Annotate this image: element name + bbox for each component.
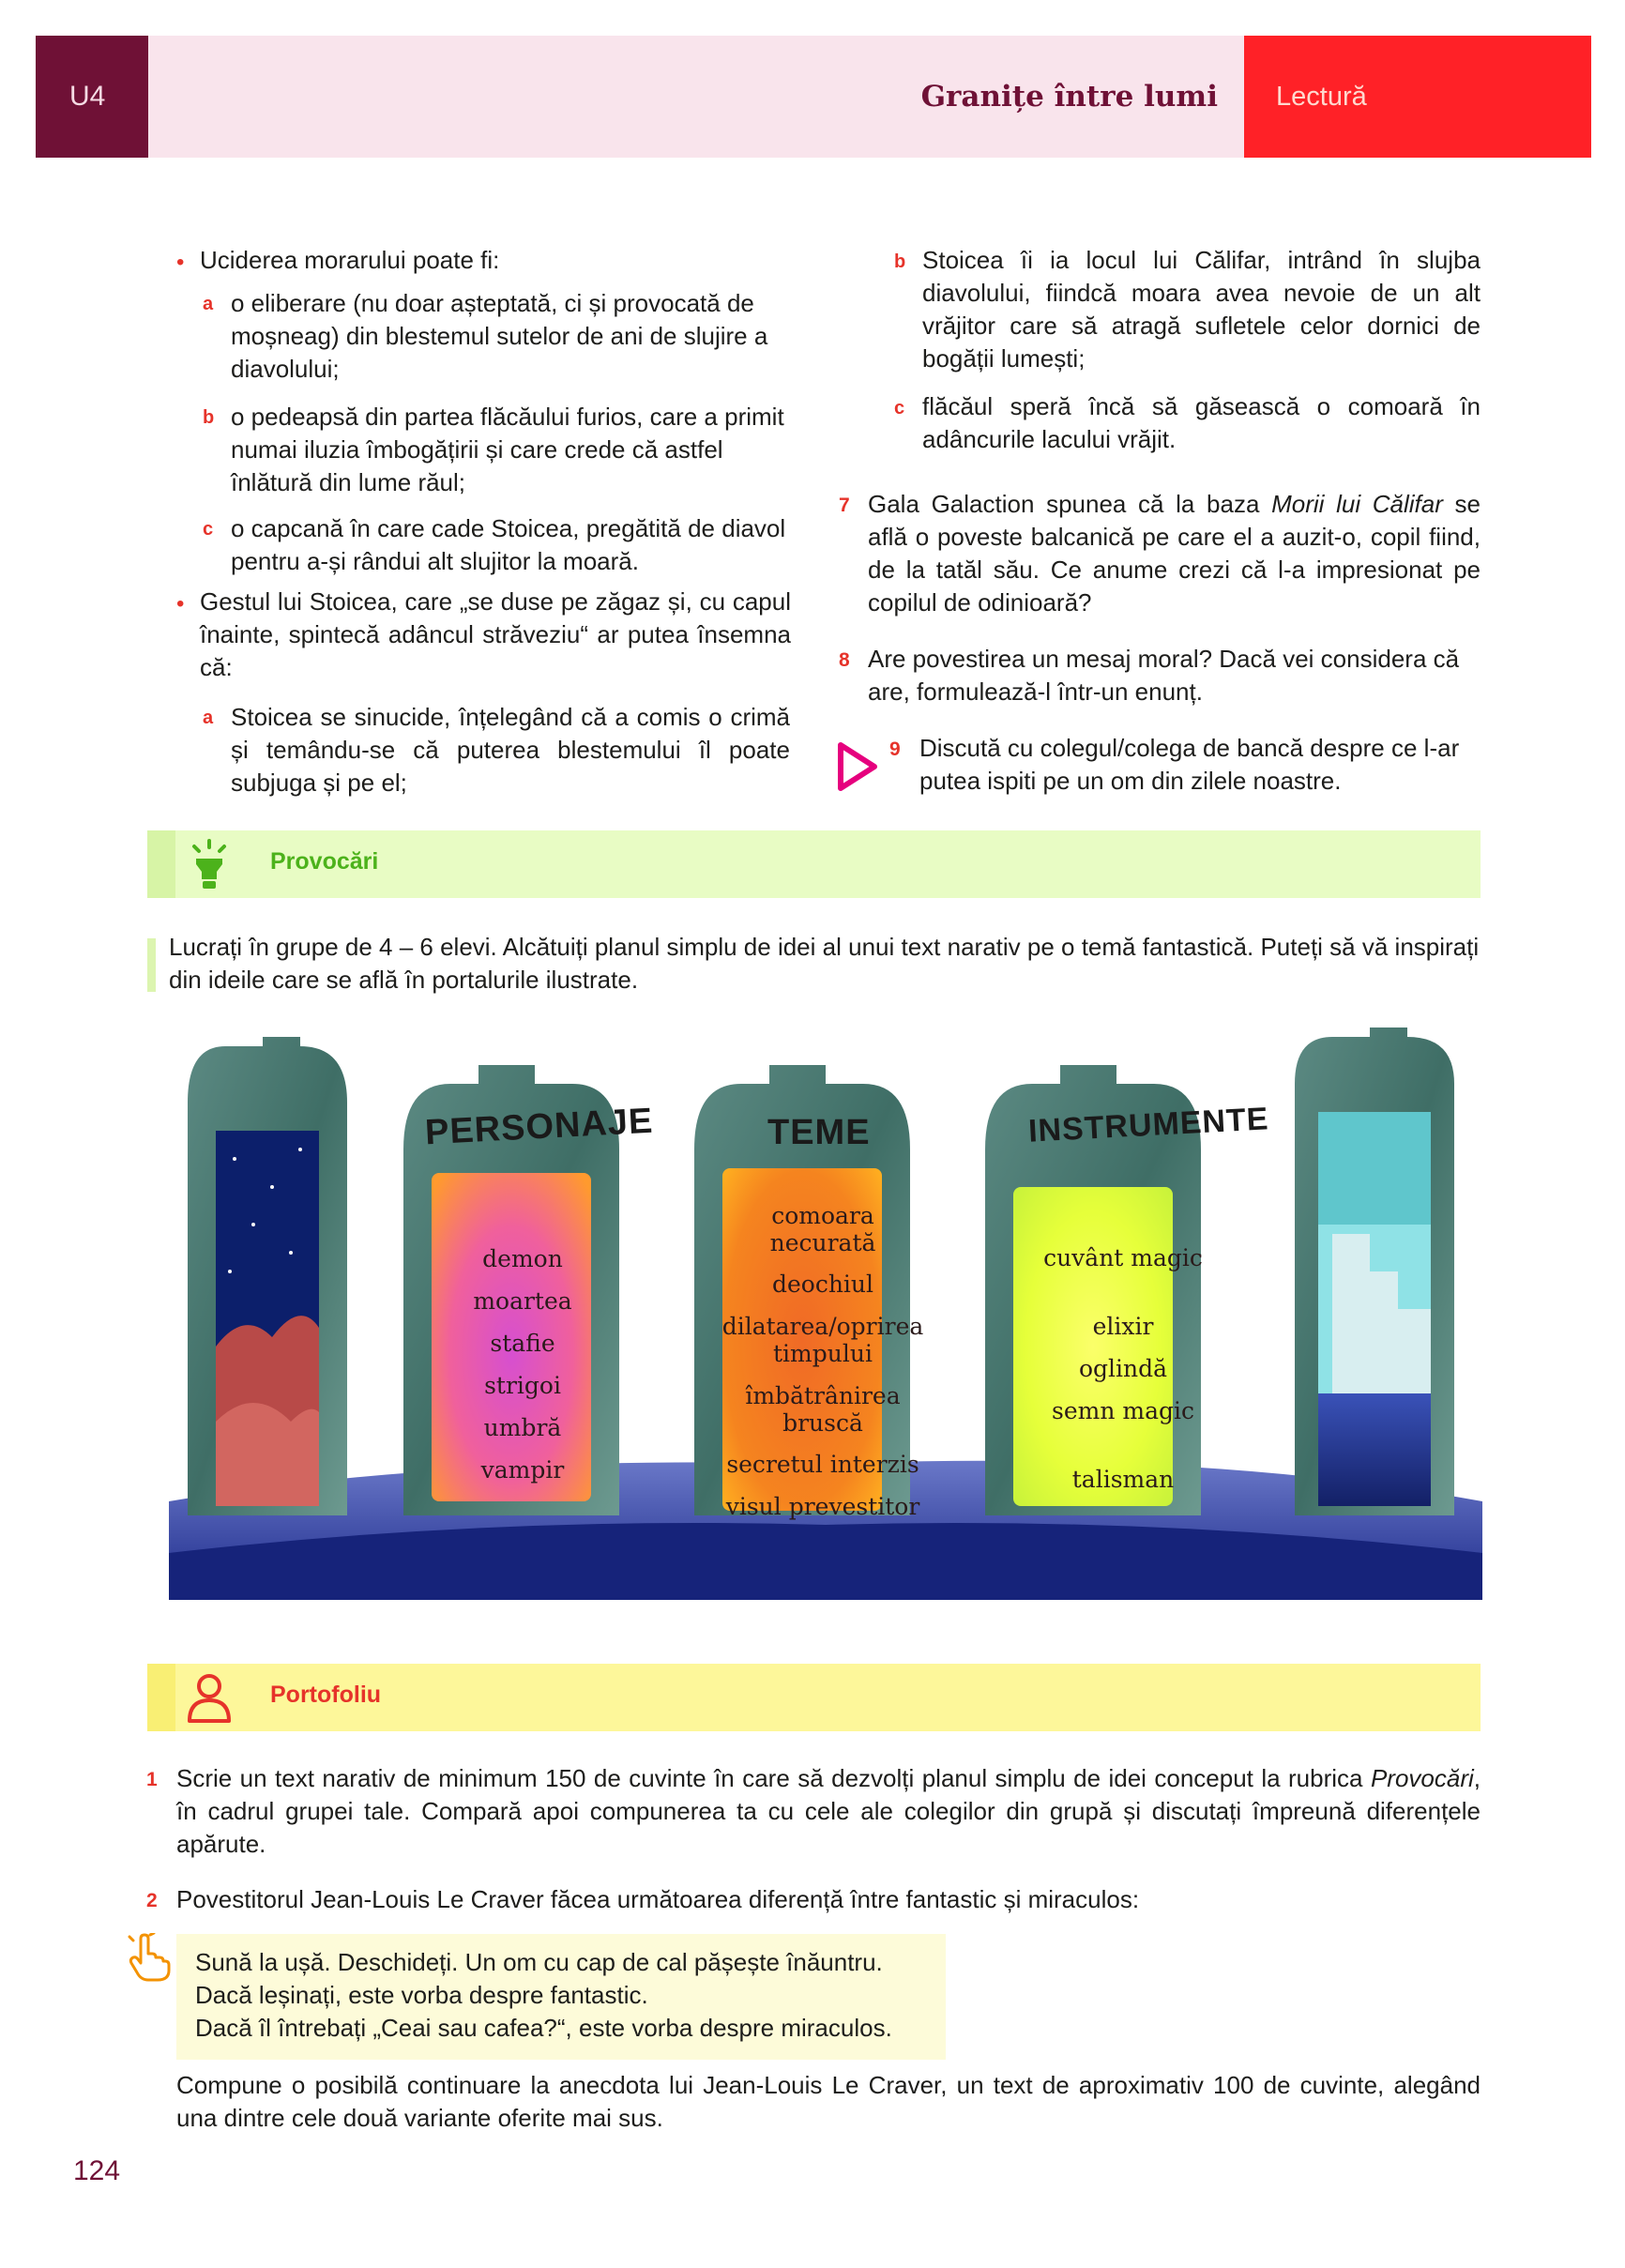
question-number: 9 (889, 738, 901, 760)
portal-title-teme: TEME (767, 1113, 871, 1152)
portal-item: cuvânt magic (1043, 1244, 1203, 1271)
portal-item: stafie (490, 1330, 555, 1357)
portofoliu-bar-accent (147, 1664, 175, 1731)
option-marker: b (894, 251, 906, 272)
bullet-question-1: Uciderea morarului poate fi: (200, 246, 500, 274)
portal-item: îmbătrânirea bruscă (745, 1382, 901, 1437)
provocari-rule (147, 938, 156, 992)
portal-item: semn magic (1052, 1397, 1194, 1424)
portal-item: visul prevestitor (725, 1493, 920, 1520)
section-label: Lectură (1276, 81, 1367, 112)
bullet-question-2: Gestul lui Stoicea, care „se duse pe zăgaz și, cu capul înainte, spintecă adâncul străveziu“ ar putea însemna că: (200, 587, 791, 681)
portofoliu-question-2: Povestitorul Jean-Louis Le Craver făcea următoarea diferență între fantastic și miraculos: (176, 1885, 1140, 1913)
option-text: o eliberare (nu doar așteptată, ci și provocată de moșneag) din blestemul sutelor de ani de slujire a diavolului; (231, 289, 768, 383)
portal-item: elixir (1092, 1313, 1154, 1340)
chapter-title: Granițe între lumi (920, 80, 1218, 114)
option-text: o pedeapsă din partea flăcăului furios, care a primit numai iluzia îmbogățirii și care crede că astfel înlătură din lume răul; (231, 403, 784, 496)
question-number: 1 (146, 1769, 158, 1790)
question-7 (868, 488, 1481, 619)
question-number: 7 (839, 495, 850, 516)
portal-item: umbră (483, 1414, 562, 1441)
quote-line: Dacă leșinați, este vorba despre fantastic. (195, 1981, 648, 2009)
portofoliu-question-1 (176, 1762, 1481, 1861)
portal-item: dilatarea/oprirea timpului (721, 1313, 924, 1367)
provocari-task: Lucrați în grupe de 4 – 6 elevi. Alcătuiți planul simplu de idei al unui text narativ pe o temă fantastică. Puteți să vă inspirați din ideile care se află în portalurile ilustrate. (169, 933, 1480, 994)
portal-item: vampir (480, 1456, 565, 1484)
q7-text-end: se află o poveste balcanică pe care el a auzit-o, copil fiind, de la tatăl său. Ce anume crezi că l-a impresionat pe copilul de odinioară? (868, 490, 1481, 616)
option-marker: a (203, 294, 214, 314)
portal-item: demon (482, 1245, 563, 1272)
q1-text-start: Scrie un text narativ de minimum 150 de cuvinte în care să dezvolți planul simplu de idei conceput la rubrica (176, 1764, 1371, 1792)
option-text: Stoicea se sinucide, înțelegând că a comis o crimă și temându-se că puterea blestemului îl poate subjuga și pe el; (231, 703, 790, 797)
bullet-icon: • (176, 250, 185, 275)
provocari-label: Provocări (270, 848, 379, 875)
portal-item: deochiul (771, 1271, 874, 1298)
page-number: 124 (73, 2155, 121, 2186)
option-marker: c (203, 519, 214, 540)
question-number: 8 (839, 649, 850, 671)
option-marker: c (894, 398, 905, 419)
unit-badge (36, 36, 148, 158)
portal-item: strigoi (484, 1372, 561, 1399)
option-text: Stoicea îi ia locul lui Călifar, intrând în slujba diavolului, fiindcă moara avea nevoie de un alt vrăjitor care să atragă sufletele celor dornici de bogății lumești; (922, 246, 1481, 373)
portal-item: secretul interzis (726, 1451, 919, 1478)
question-number: 2 (146, 1890, 158, 1911)
unit-label: U4 (69, 81, 106, 112)
user-icon (186, 1672, 233, 1725)
quote-line: Dacă îl întrebați „Ceai sau cafea?“, este vorba despre miraculos. (195, 2014, 892, 2042)
portal-item: oglindă (1078, 1355, 1168, 1382)
option-marker: a (203, 708, 214, 728)
question-9: Discută cu colegul/colega de bancă despre ce l-ar putea ispiti pe un om din zilele noastre. (919, 734, 1460, 795)
pair-discussion-icon (837, 741, 878, 792)
portal-title-instrumente: INSTRUMENTE (1027, 1101, 1270, 1149)
portal-item: comoara necurată (769, 1202, 876, 1256)
q7-italic-title: Morii lui Călifar (1271, 490, 1443, 518)
quote-line: Sună la ușă. Deschideți. Un om cu cap de cal pășește înăuntru. (195, 1948, 883, 1976)
q1-text-end: , în cadrul grupei tale. Compară apoi compunerea ta cu cele ale colegilor din grupă și discutați împreună diferențele apărute. (176, 1764, 1481, 1858)
section-tab (1244, 36, 1591, 158)
hand-pointer-icon (128, 1933, 171, 1982)
provocari-bar-accent (147, 830, 175, 898)
option-marker: b (203, 407, 215, 428)
option-text: flăcăul speră încă să găsească o comoară în adâncurile lacului vrăjit. (922, 392, 1481, 453)
bullet-icon: • (176, 591, 185, 616)
portofoliu-label: Portofoliu (270, 1682, 382, 1708)
q1-italic-rubric: Provocări (1370, 1764, 1474, 1792)
q7-text-start: Gala Galaction spunea că la baza (868, 490, 1272, 518)
portal-item: moartea (473, 1287, 572, 1315)
portofoliu-task: Compune o posibilă continuare la anecdota lui Jean-Louis Le Craver, un text de aproximativ 100 de cuvinte, alegând una dintre cele două variante oferite mai sus. (176, 2071, 1481, 2132)
question-8: Are povestirea un mesaj moral? Dacă vei considera că are, formulează-l într-un enunț. (868, 645, 1460, 706)
option-text: o capcană în care cade Stoicea, pregătită de diavol pentru a-și rândui alt slujitor la moară. (231, 514, 786, 575)
portal-title-personaje: PERSONAJE (424, 1101, 655, 1153)
lightbulb-icon (184, 838, 235, 892)
portal-item: talisman (1071, 1466, 1175, 1493)
